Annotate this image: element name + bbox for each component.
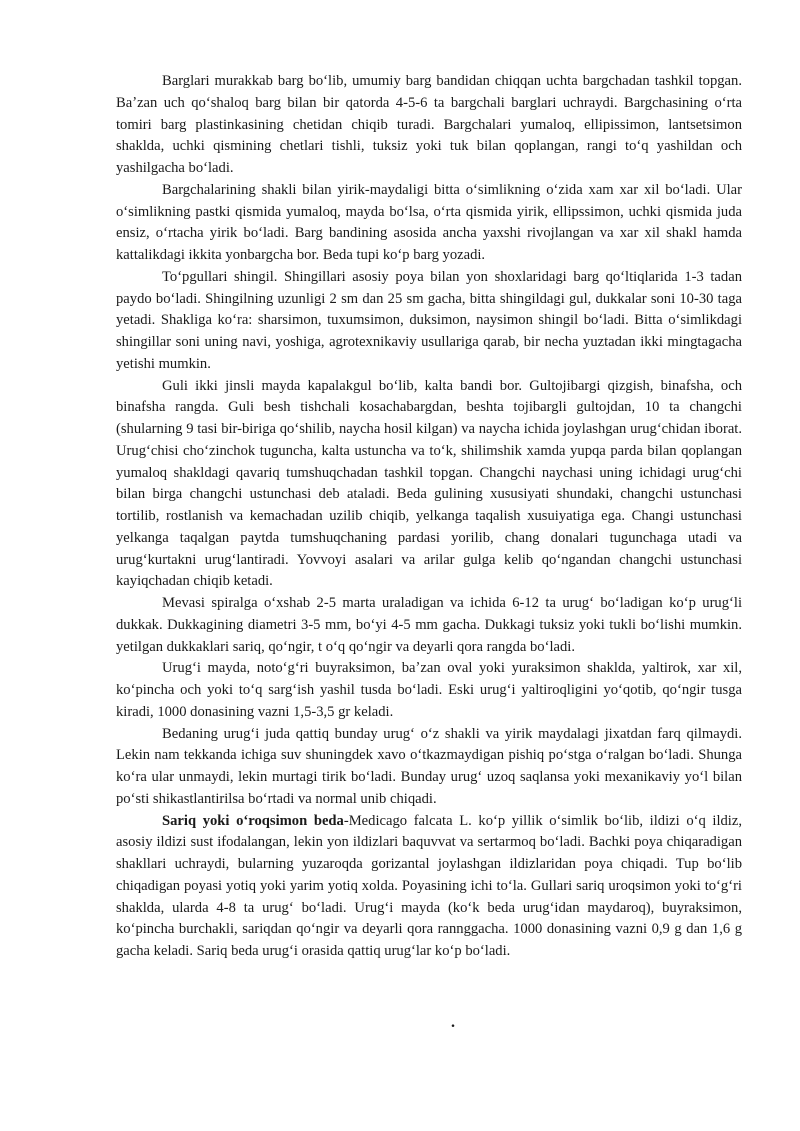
document-body	[116, 71, 742, 963]
paragraph-seed: Urugʻi mayda, notoʻgʻri buyraksimon, baʼzan oval yoki yuraksimon shaklda, yaltirok, xar xil, koʻpincha och yoki toʻq sargʻish yashil tusda boʻladi. Eski urugʻi yaltiroqligini yoʻqotib, qoʻngir tusga kiradi, 1000 donasining vazni 1,5-3,5 gr keladi.	[116, 660, 742, 720]
paragraph-yellow-alfalfa	[116, 811, 742, 963]
paragraph-leaf-structure: Barglari murakkab barg boʻlib, umumiy barg bandidan chiqqan uchta bargchadan tashkil topgan. Baʼzan uch qoʻshaloq barg bilan bir qatorda 4-5-6 ta bargchali barglari uchraydi. Bargchasining oʻrta tomiri barg plastinkasining chetidan chiqib turadi. Bargchalari yumaloq, ellipissimon, lantsetsimon shaklda, uchki qismining chetlari tishli, tuksiz yoki tuk bilan qoplangan, rangi toʻq yashildan och yashilgacha boʻladi.	[116, 73, 742, 176]
paragraph-inflorescence: Toʻpgullari shingil. Shingillari asosiy poya bilan yon shoxlaridagi barg qoʻltiqlarida 1-3 tadan paydo boʻladi. Shingilning uzunligi 2 sm dan 25 sm gacha, bitta shingildagi gul, dukkalar soni 10-30 taga yetadi. Shakliga koʻra: sharsimon, tuxumsimon, duksimon, naysimon shingil boʻladi. Bitta oʻsimlikdagi shingillar soni uning navi, yoshiga, agrotexnikaviy usullariga qarab, bir necha yuztadan ikki mingtagacha yetishi mumkin.	[116, 268, 742, 372]
paragraph-lead-text: -Medicago falcata L. koʻp yillik oʻsimlik boʻlib, ildizi oʻq ildiz, asosiy ildizi sust ifodalangan, lekin yon ildizlari baquvvat va sertarmoq boʻladi. Bachki poya chiqaradigan shakllari uchraydi, bularning yuzaroqda gorizantal joylashgan ildizlaridan poya chiqadi. Tup boʻlib chiqadigan poyasi yotiq yoki yarim yotiq xolda. Poyasining ichi toʻla. Gullari sariq uroqsimon yoki toʻgʻri shaklda, ularda 4-8 ta urugʻ boʻladi. Urugʻi mayda (koʻk beda urugʻidan maydaroq), buyraksimon, koʻpincha burchakli, sariqdan qoʻngir va deyarli qora rannggacha. 1000 donasining vazni 0,9 g dan 1,6 g gacha keladi. Sariq beda urugʻi orasida qattiq urugʻlar koʻp boʻladi.	[116, 812, 742, 959]
paragraph-flower: Guli ikki jinsli mayda kapalakgul boʻlib, kalta bandi bor. Gultojibargi qizgish, binafsha, och binafsha rangda. Guli besh tishchali kosachabargdan, beshta tojibargli gultojdan, 10 ta changchi (shularning 9 tasi bir-biriga qoʻshilib, naycha hosil kilgan) va naycha ichida joylashgan urugʻchidan iborat. Urugʻchisi choʻzinchok tuguncha, kalta ustuncha va toʻk, shilimshik xamda yupqa parda bilan qoplangan yumaloq shakldagi qavariq tumshuqchadan tashkil topgan. Changchi naychasi uning ichidagi urugʻchi bilan birga changchi ustunchasi deb ataladi. Beda gulining xususiyati shundaki, changchi ustunchasi tortilib, rostlanish va kemachadan uzilib chiqib, yelkanga taqalish xusuiyatiga ega. Changi ustunchasi yelkanga taqalgan paytda tumshuqchaning pardasi yorilib, chang donalari tugunchaga utadi va urugʻkurtakni urugʻlantiradi. Yovvoyi asalari va arilar gulga kelib qoʻngandan changchi ustunchasi kayiqchadan chiqib ketadi.	[116, 377, 742, 590]
paragraph-hard-seed: Bedaning urugʻi juda qattiq bunday urugʻ oʻz shakli va yirik maydalagi jixatdan farq qilmaydi. Lekin nam tekkanda ichiga suv shuningdek xavo oʻtkazmaydigan pishiq poʻstga oʻralgan boʻladi. Shunga koʻra ular unmaydi, lekin murtagi tirik boʻladi. Bunday urugʻ uzoq saqlansa yoki mexanikaviy yoʻl bilan poʻsti shikastlantirilsa boʻrtadi va normal unib chiqadi.	[116, 725, 742, 807]
paragraph-fruit: Mevasi spiralga oʻxshab 2-5 marta uraladigan va ichida 6-12 ta urugʻ boʻladigan koʻp urugʻli dukkak. Dukkagining diametri 3-5 mm, boʻyi 4-5 mm gacha. Dukkagi tuksiz yoki tukli boʻlishi mumkin. yetilgan dukkaklari sariq, qoʻngir, t oʻq qoʻngir va deyarli qora rangda boʻladi.	[116, 595, 742, 655]
footer-mark: .	[451, 1014, 455, 1031]
paragraph-lead-term: Sariq yoki oʻroqsimon beda	[162, 812, 344, 829]
paragraph-leaflet-shape: Bargchalarining shakli bilan yirik-maydaligi bitta oʻsimlikning oʻzida xam xar xil boʻladi. Ular oʻsimlikning pastki qismida yumaloq, mayda boʻlsa, oʻrta qismida yirik, ellipssimon, uchki qismida juda ensiz, oʻrtacha yirik boʻladi. Barg bandining asosida ancha yaxshi rivojlangan va xar xil shakl hamda kattalikdagi ikkita yonbargcha bor. Beda tupi koʻp barg yozadi.	[116, 181, 742, 263]
